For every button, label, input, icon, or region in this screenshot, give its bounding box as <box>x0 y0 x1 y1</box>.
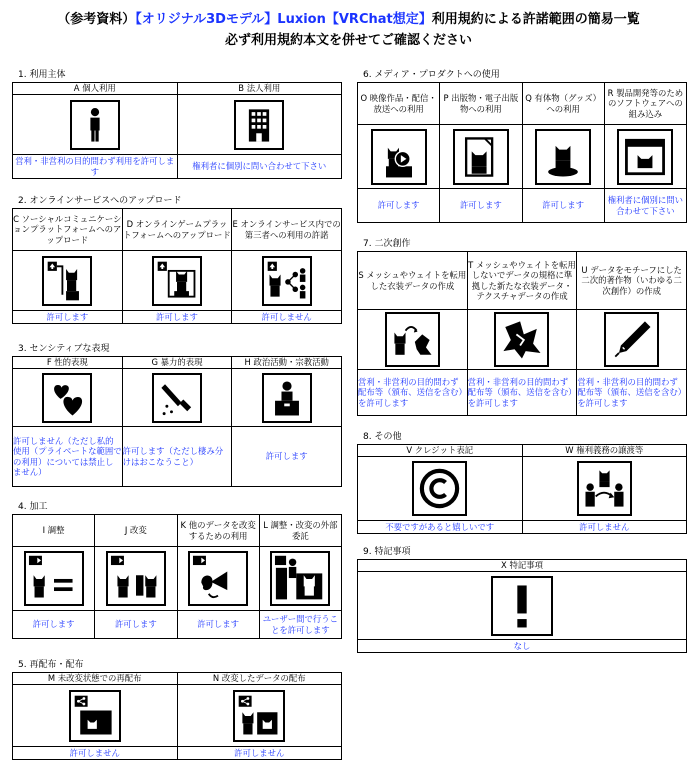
item-label: R 製品開発等のためのソフトウェアへの組み込み <box>604 83 686 125</box>
transfer-rights-icon <box>577 461 632 516</box>
exclamation-icon <box>491 576 553 636</box>
section-title: 1. 利用主体 <box>18 70 66 80</box>
item-label: M 未改変状態での再配布 <box>13 673 178 685</box>
section-title: 7. 二次創作 <box>363 239 411 249</box>
item-result: 許可します <box>122 311 232 324</box>
new-costume-icon <box>494 312 549 367</box>
item-label: I 調整 <box>13 515 95 547</box>
distribute-modified-icon <box>233 690 285 742</box>
section-title: 5. 再配布・配布 <box>18 660 84 670</box>
software-icon <box>617 129 673 185</box>
section-usage-subject <box>12 69 342 179</box>
share-users-icon <box>262 256 312 306</box>
item-result: 営利・非営利の目的問わず配布等（頒布、送信を含む）を許可します <box>577 370 687 416</box>
item-result: 許可します <box>232 427 342 487</box>
item-result: 営利・非営利の目的問わず配布等（頒布、送信を含む）を許可します <box>467 370 577 416</box>
section-title: 4. 加工 <box>18 502 48 512</box>
item-result: 不要ですがあると嬉しいです <box>358 521 523 534</box>
item-result: 営利・非営利の目的問わず配布等（頒布、送信を含む）を許可します <box>358 370 468 416</box>
title-product: 【オリジナル3Dモデル】Luxion【VRChat想定】 <box>135 12 432 27</box>
redistribute-icon <box>69 690 121 742</box>
item-label: S メッシュやウェイトを転用した衣装データの作成 <box>358 252 468 310</box>
item-label: W 権利義務の譲渡等 <box>522 445 687 457</box>
item-label: E オンラインサービス内での第三者への利用の許諾 <box>232 209 342 251</box>
building-icon <box>234 100 284 150</box>
item-label: X 特記事項 <box>358 560 687 572</box>
item-label: J 改変 <box>95 515 177 547</box>
item-result: 営利・非営利の目的問わず利用を許可します <box>13 155 178 179</box>
page-title <box>0 8 697 27</box>
item-label: T メッシュやウェイトを転用しないでデータの規格に準拠した新たな衣装データ・テクスチャデータの作成 <box>467 252 577 310</box>
item-result: 権利者に個別に問い合わせて下さい <box>604 189 686 223</box>
section-redistribution <box>12 659 342 760</box>
item-result: 許可します <box>522 189 604 223</box>
item-result: 許可しません <box>522 521 687 534</box>
section-other <box>357 431 687 534</box>
section-title: 2. オンラインサービスへのアップロード <box>18 196 182 206</box>
item-result: 許可しません（ただし私的使用（プライベートな範囲での利用）については禁止しません） <box>13 427 123 487</box>
item-label: L 調整・改変の外部委託 <box>259 515 341 547</box>
section-title: 6. メディア・プロダクトへの使用 <box>363 70 500 80</box>
person-icon <box>70 100 120 150</box>
section-title: 8. その他 <box>363 432 402 442</box>
item-result: 許可しません <box>13 747 178 760</box>
item-label: V クレジット表記 <box>358 445 523 457</box>
item-label: Q 有体物（グッズ）への利用 <box>522 83 604 125</box>
title-prefix: （参考資料） <box>57 12 136 27</box>
item-result: 許可します <box>13 311 123 324</box>
item-label: B 法人利用 <box>177 83 342 95</box>
section-derivative <box>357 238 687 416</box>
other-data-icon <box>188 551 248 606</box>
item-label: A 個人利用 <box>13 83 178 95</box>
item-result: 許可します <box>13 611 95 639</box>
modify-icon <box>106 551 166 606</box>
title-suffix: 利用規約による許諾範囲の簡易一覧 <box>431 12 640 27</box>
section-media-products <box>357 69 687 223</box>
upload-game-icon <box>152 256 202 306</box>
podium-icon <box>262 373 312 423</box>
item-result: 許可します（ただし棲み分けはおこなうこと） <box>122 427 232 487</box>
item-label: C ソーシャルコミュニケーションプラットフォームへのアップロード <box>13 209 123 251</box>
item-result: 許可します <box>95 611 177 639</box>
section-online-upload <box>12 195 342 324</box>
section-title: 9. 特記事項 <box>363 547 411 557</box>
item-result: ユーザー間で行うことを許可します <box>259 611 341 639</box>
section-processing <box>12 501 342 639</box>
item-label: G 暴力的表現 <box>122 357 232 369</box>
section-title: 3. センシティブな表現 <box>18 344 110 354</box>
outsource-icon <box>270 551 330 606</box>
item-label: D オンラインゲームプラットフォームへのアップロード <box>122 209 232 251</box>
costume-transfer-icon <box>385 312 440 367</box>
item-label: N 改変したデータの配布 <box>177 673 342 685</box>
item-label: P 出版物・電子出版物への利用 <box>440 83 522 125</box>
upload-avatar-icon <box>42 256 92 306</box>
item-result: 許可します <box>177 611 259 639</box>
item-label: H 政治活動・宗教活動 <box>232 357 342 369</box>
copyright-icon <box>412 461 467 516</box>
item-result: 権利者に個別に問い合わせて下さい <box>177 155 342 179</box>
item-result: なし <box>358 640 687 653</box>
section-sensitive <box>12 343 342 487</box>
adjust-icon <box>24 551 84 606</box>
item-label: F 性的表現 <box>13 357 123 369</box>
item-label: O 映像作品・配信・放送への利用 <box>358 83 440 125</box>
item-result: 許可しません <box>232 311 342 324</box>
video-icon <box>371 129 427 185</box>
publication-icon <box>453 129 509 185</box>
section-special-notes <box>357 546 687 653</box>
item-label: K 他のデータを改変するための利用 <box>177 515 259 547</box>
knife-icon <box>152 373 202 423</box>
item-result: 許可します <box>358 189 440 223</box>
hearts-icon <box>42 373 92 423</box>
item-result: 許可しません <box>177 747 342 760</box>
page-subtitle: 必ず利用規約本文を併せてご確認ください <box>224 33 472 48</box>
pen-icon <box>604 312 659 367</box>
item-result: 許可します <box>440 189 522 223</box>
item-label: U データをモチーフにした二次的著作物（いわゆる二次創作）の作成 <box>577 252 687 310</box>
goods-icon <box>535 129 591 185</box>
